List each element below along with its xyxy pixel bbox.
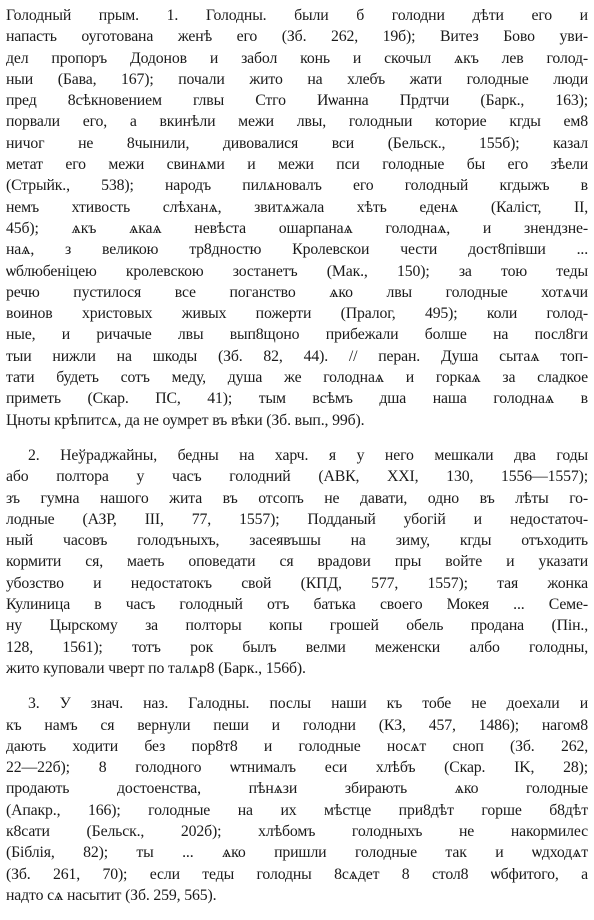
text-line: ный часовъ голодъныхъ, засеявъшы на зиму, кгды отъходить [6,532,588,550]
text-line: ничог не 8чынили, дивовалися вси (Бельск., 155б); казал [6,134,588,152]
text-line: дають ходити без пор8т8 и голодные носѧт сноп (Зб. 262, [6,737,588,755]
text-line: 22—22б); 8 голодного ѡтнималъ еси хлѣбъ (Скар. IK, 28); [6,759,588,777]
text-line: пред 8сѣкновением глвы Стго Иѡанна Прдтчи (Барк., 163); [6,92,588,110]
text-line: надто сѧ насытит (Зб. 259, 565). [6,886,217,904]
text-line: немъ хтивость слѣханѧ, звитѧжала хѣть еденѧ (Каліст, II, [6,198,588,216]
text-line: (Зб. 261, 70); если теды голодны 8сѧдет 8 стол8 ѡбфитого, а [6,865,588,883]
text-line: убозство и недостатокъ свой (КПД, 577, 1557); тая жонка [6,574,588,592]
text-line: приметь (Скар. ПС, 41); тым всѣмъ дша наша голоднаѧ в [6,390,588,408]
text-line: тати будеть сотъ меду, душа же голоднаѧ и горкаѧ за сладкое [6,369,588,387]
text-line: ну Цырскому за полторы копы грошей обель продана (Пін., [6,617,588,635]
entry-paragraph-1 [6,5,588,431]
text-line: зъ гумна нашого жита въ отсопъ не давати, одно въ лѣты го- [6,489,588,507]
text-line: (Стрыйк., 538); народъ пилѧновалъ его голодный кгдыжъ в [6,177,588,195]
text-line: Кулиница в часъ голодный отъ батька своего Мокея ... Семе- [6,596,588,614]
entry-paragraph-3 [6,693,588,906]
text-line: ные, и ричачые лвы вып8щоно прибежали болше на посл8ги [6,326,588,344]
text-line: дел пропоръ Додонов и забол конь и скочыл ѧкъ лев голод- [6,49,588,67]
text-line: 2. Неўраджайны, бедны на харч. я у него мешкали два годы [28,446,588,464]
text-line: ѡблюбеніцею кролевскою зостанетъ (Мак., 150); за тою теды [6,262,588,280]
text-line: метат его межи свинѧми и межи пси голодные бы его зѣели [6,156,588,174]
text-line: речю пустилося все поганство ѧко лвы голодные хотѧчи [6,283,588,301]
text-line: продають достоенства, пѣнѧзи збирають ѧко голодные [6,780,588,798]
text-line: тыи нижли на шкоды (Зб. 82, 44). // перан. Душа сытаѧ топ- [6,347,588,365]
text-line: напасть оуготована женѣ его (Зб. 262, 19б); Витез Бово уви- [6,28,588,46]
text-line: Цноты крѣпитсѧ, да не оумрет въ вѣки (Зб. вып., 99б). [6,411,365,429]
text-line: порвали его, а вкинѣли межи лвы, голодныи которие кгды ем8 [6,113,588,131]
text-line: 3. У знач. наз. Галодны. послы наши къ тобе не доехали и [28,695,588,713]
text-line: лодные (АЗР, III, 77, 1557); Подданый убогій и недостаточ- [6,510,588,528]
text-line: (Апакр., 166); голодные на их мѣстце при8дѣт горше б8дѣт [6,801,588,819]
text-line: ныи (Бава, 167); почали жито на хлебъ жати голодные люди [6,70,588,88]
text-line: наѧ, з великою тр8дностю Кролевскои чести дост8півши ... [6,241,588,259]
text-line: жито куповали чверт по талѧр8 (Барк., 156б). [6,659,306,677]
text-line: або полтора у часъ голодний (АВК, XXI, 130, 1556—1557); [6,468,588,486]
text-line: 45б); ѧкъ ѧкаѧ невѣста ошарпанаѧ голоднаѧ, и знендзне- [6,219,588,237]
text-line: (Біблія, 82); ты ... ѧко пришли голодные так и ѡдходѧт [6,844,588,862]
text-line: 128, 1561); тотъ рок былъ велми меженски албо голодны, [6,638,588,656]
text-line: кормити ся, маеть оповедати ся врадови пры войте и указати [6,553,588,571]
text-line: к8сати (Бельск., 202б); хлѣбомъ голодныхъ не накормилес [6,822,588,840]
dictionary-page [6,5,588,920]
text-line: къ намъ ся вернули пеши и голодни (КЗ, 457, 1486); нагом8 [6,716,588,734]
text-line: воинов христовых живых пожерти (Пралог, 495); коли голод- [6,305,588,323]
text-line: Голодный прым. 1. Голодны. были б голодни дѣти его и [6,7,588,24]
entry-paragraph-2 [6,445,588,679]
